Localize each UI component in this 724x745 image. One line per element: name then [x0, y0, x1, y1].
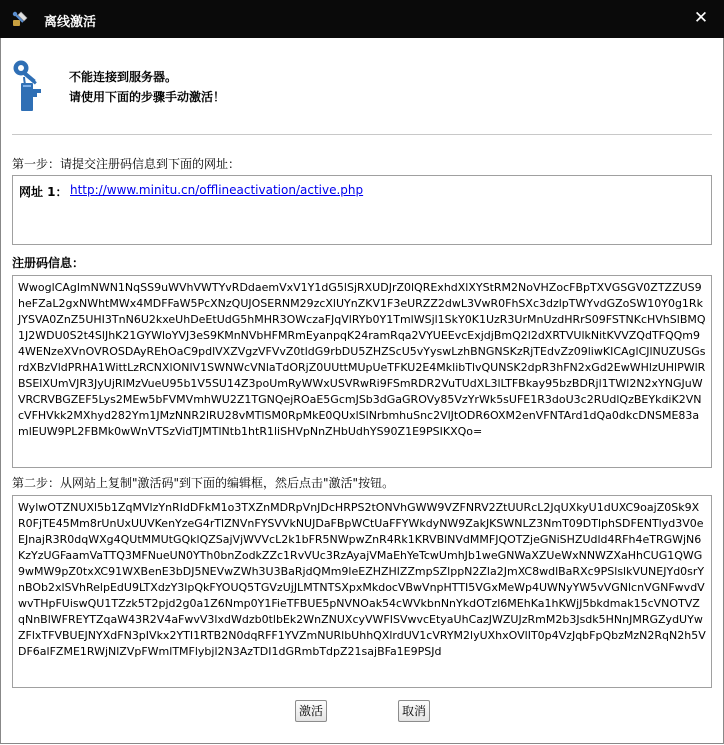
tools-icon	[11, 10, 29, 28]
key-icon	[11, 57, 59, 113]
activation-code-textarea[interactable]: WylwOTZNUXl5b1ZqMVlzYnRIdDFkM1o3TXZnMDRpVnJDcHRPS2tONVhGWW9VZFNRV2ZtUURcL2JqUXkyU1dUXC9oajZ0Sk9XR0FjTE45Mm8rUnUxUUVKenYzeG4rTlZNVnFYSVVkNUJDaFBpWCtUaFFYWkdyNW9ZakJKSWNLZ3NmT09DTlphSDFENTlyd3V0eEJnajR3R0dqWXg4QUtMMUtGQklQZSajVjWVVcL2k1bFR5NWpwZnR4Rk1KRVBlNVdMMFJQOTZjeGNiSHZUdld4RFh4eTRGWjN6KzYzUGFaamVaTTQ3MFNueUN0YTh0bnZodkZZc1RvVUc3RzAyajVMaEhYeTcwUmhJb1weGNWaXZUeWxNNWZXaHhCUG1QWG9wMW9pZ0txXC91WXBenE3bDJ5NEVwZWh3U3BaRjdQMm9leEZHZHlZZmpSZlppN2Zla2JmXC8wdlBaRXc9PSlslkVUNEJYd0srYnBOb2xlSVhRelpEdU9LTXdzY3lpQkFYOUQ5TGVzUjJLMTNTSXpxMkdocVBwVnpHTTI5VGxMeWp4UWNyYW5vVGNlcnVGNFwvdVwvTHpFUiswQU1TZzk5T2pjd2g0a1Z6Nmp0Y1FieTFBUE5pNVNOak54cWVkbnNnYkdOTzl6MEhKa1hKWjJ5bkdmak15cVNOTVZqNnBlWFREYTZqaW43R2V4aFwvV3lxdWdzb0tlbEk2WnZNUXcyVWFISVwvcEtyaUhCazJWZUJzRmM2b3Jsdk5HNnJMRGZydUYwZFlxTFVBUEJNYXdFN3pIVkx2YTI1RTB2N0dqRFF1YVZmNURlbUhhQXlrdUV1cVRYM2lyUXhxOVlIT0p4VzJqbFpQbzMzN2RqN2h5VDF6alFZME1RWjNlZVpFWmlTMFlybjl2N3AzTDI1dGRmbTdpZ21sajBFa1E9PSJd	[12, 495, 712, 688]
registration-code-textarea[interactable]: WwoglCAglmNWN1NqSS9uWVhVWTYvRDdaemVxV1Y1dG5lSjRXUDJrZ0lQRExhdXlXYStRM2NoVHZocFBpTXVGSGV0ZTZZUS9heFZaL2gxNWhtMWx4MDFFaW5PcXNzQUJOSERNM29zcXlUYnZKV1F3eURZZ2dwL3VwR0FhSXc3dzlpTWYvdGZoSW10Y0g1RkJYSVA0ZnZ5UHI3TnN6U2kxeUhDeEtUdG5hMHR3OWczaFJqVlRYb0Y1TmlWSjl1SkY0K1UzR3UrMnUzdHRrS09FSTNKcHVhSlBMQ1J2WDU0S2t4SlJhK21GYWloYVJ3eS9KMnNVbHFMRmEyanpqK24ramRqa2VYUEEvcExjdjBmQ2l2dXRTVUlkNitKVVZQdTFQQm94WENzeXVnOVROSDAyREhOaC9pdlVXZVgzVFVvZ0tldG9rbDU5ZHZScU5vYyswLzhBNGNSKzRjTEdvZz09liwKICAglCJlNUZUSGsrdXBzVldPRHA1WittLzRCNXlONlV1SWNWcVNlaTdORjZ0UUttMUpUeTFKU2E4MklibTlvQUNSK2dpR3hFN2xGd2EwWHlzUHlPWlRBSElXUmVJR3JyUjRlMzVueU95b1V5SU14Z3poUmRyWWxUSVRwRi9FSmRDR2VuTUdXL3lLTFBkay95bzBDRjl1TWl2N2xYNGJuWVRCRVBGZEF5Lys2MEw5bFVMVmhWU2Z1TGNQejROaE5GcmJSb3dGaGROVy85VzYrWk5sUFE1R3doU3c2RUdlQzBEYkdiK2VNcVFHVkk2MXhyd282Ym1JMzNNR2lRU28vMTlSM0RpMkE0QUxlSlNrbmhuSnc2VlJtODR6OXM2enVFNTArd1dQa0dkcDNSME83amlEUW9PL2FBMk0wWnVTSzVidTJMTlNtb1htR1liSHVpNnZHbUdhYS90Z1E9PSIKXQo=	[12, 275, 712, 468]
step1-instruction: 第一步：请提交注册码信息到下面的网址：	[12, 157, 241, 171]
url-box	[12, 175, 712, 245]
header-instruction-text: 请使用下面的步骤手动激活！	[69, 90, 226, 104]
registration-info-label: 注册码信息：	[12, 256, 85, 270]
title-bar	[0, 0, 724, 38]
activation-url-link[interactable]: http://www.minitu.cn/offlineactivation/active.php	[70, 183, 364, 197]
separator	[12, 134, 712, 135]
cancel-button[interactable]: 取消	[398, 700, 430, 722]
close-icon[interactable]: ✕	[693, 8, 709, 28]
window-title: 离线激活	[44, 15, 97, 30]
header-error-text: 不能连接到服务器。	[69, 70, 178, 84]
step2-instruction: 第二步：从网站上复制"激活码"到下面的编辑框，然后点击"激活"按钮。	[12, 476, 395, 490]
activate-button[interactable]: 激活	[295, 700, 327, 722]
url-label: 网址 1：	[19, 185, 68, 199]
